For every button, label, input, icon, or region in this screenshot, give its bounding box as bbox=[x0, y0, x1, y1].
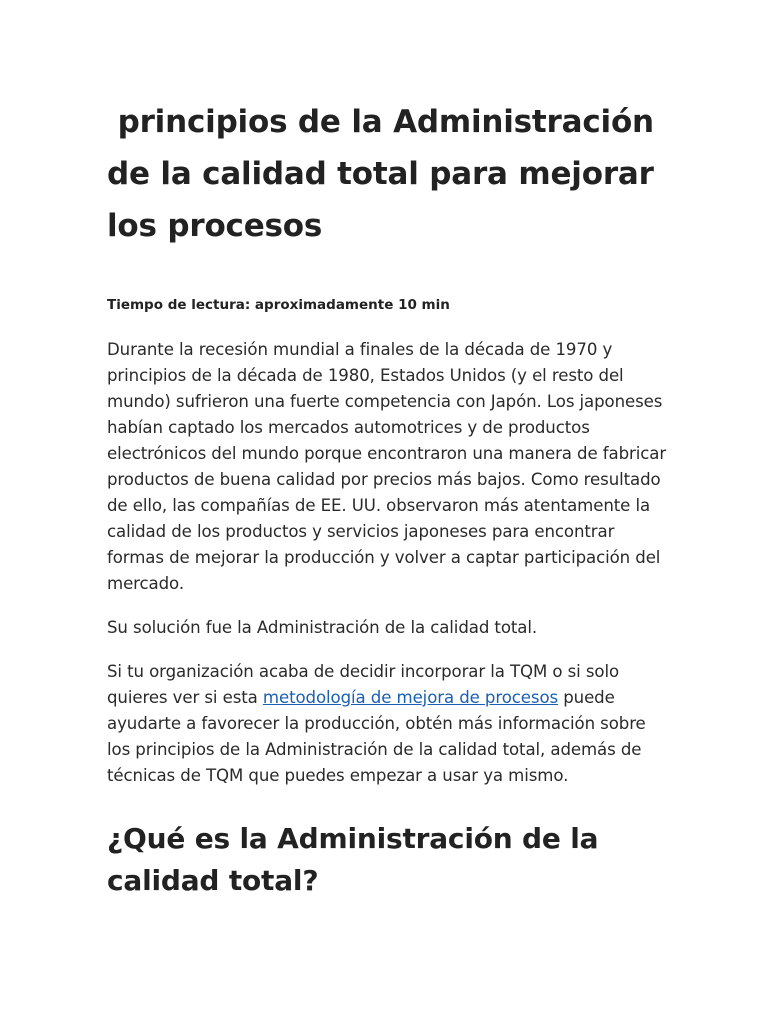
reading-time: Tiempo de lectura: aproximadamente 10 min bbox=[107, 297, 450, 313]
process-improvement-link[interactable]: metodología de mejora de procesos bbox=[262, 688, 559, 707]
tqm-paragraph-text-end: puede ayudarte a favorecer la producción, obtén más información sobre los principios de la Administración de la calidad total, además de técnicas de TQM que puedes empezar a usar ya mismo. bbox=[107, 688, 646, 785]
intro-paragraph: Durante la recesión mundial a finales de la década de 1970 y principios de la década de 1980, Estados Unidos (y el resto del mundo) sufrieron una fuerte competencia con Japón. Los japoneses habían captado los mercados automotrices y de productos electrónicos del mundo porque encontraron una manera de fabricar productos de buena calidad por precios más bajos. Como resultado de ello, las compañías de EE. UU. observaron más atentamente la calidad de los productos y servicios japoneses para encontrar formas de mejorar la producción y volver a captar participación del mercado. bbox=[107, 340, 667, 593]
article bbox=[107, 96, 667, 902]
article-title: principios de la Administración de la calidad total para mejorar los procesos bbox=[107, 104, 665, 244]
tqm-paragraph-text-start: Si tu organización acaba de decidir incorporar la TQM o si solo quieres ver si esta bbox=[107, 662, 620, 707]
tqm-paragraph bbox=[107, 659, 667, 789]
section-heading: ¿Qué es la Administración de la calidad total? bbox=[107, 822, 599, 897]
solution-paragraph: Su solución fue la Administración de la calidad total. bbox=[107, 618, 538, 637]
